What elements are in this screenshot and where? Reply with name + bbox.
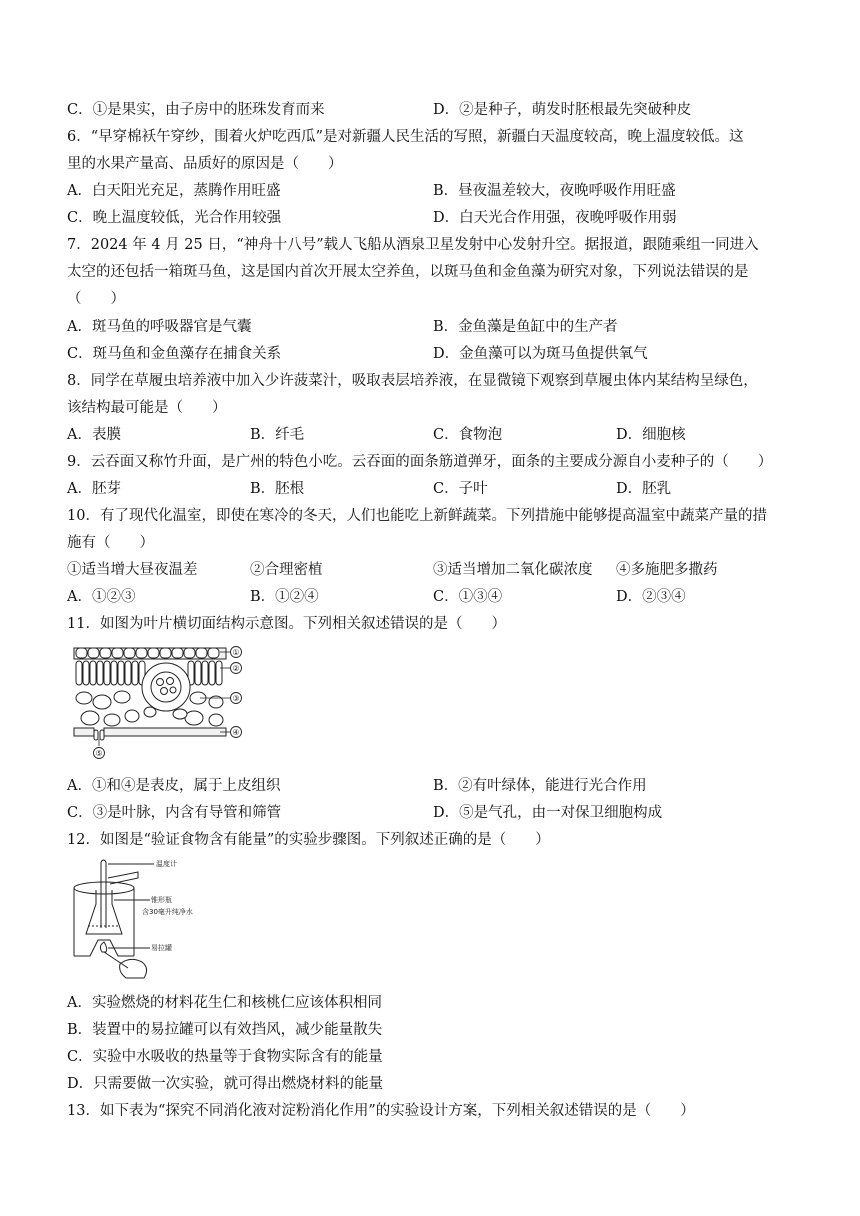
fig-label-thermometer: 温度计 — [156, 860, 177, 868]
q7-stem-line3: （ ） — [67, 291, 125, 307]
q6-stem-line2: 里的水果产量高、品质好的原因是（ ） — [67, 156, 343, 172]
q10-measure-4: ④多施肥多撒药 — [616, 562, 718, 578]
q11-stem-line1: 11．如图为叶片横切面结构示意图。下列相关叙述错误的是（ ） — [67, 616, 506, 632]
q6-stem-line1: 6．“早穿棉袄午穿纱，围着火炉吃西瓜”是对新疆人民生活的写照，新疆白天温度较高，晚上温度较低。这 — [67, 129, 744, 145]
q12-option-a: A．实验燃烧的材料花生仁和核桃仁应该体积相同 — [67, 995, 382, 1011]
q7-stem-line2: 太空的还包括一箱斑马鱼，这是国内首次开展太空养鱼，以斑马鱼和金鱼藻为研究对象，下列说法错误的是 — [67, 264, 749, 280]
q6-option-a: A．白天阳光充足，蒸腾作用旺盛 — [67, 183, 281, 199]
q8-option-c: C．食物泡 — [433, 427, 503, 443]
fig-label-can: 易拉罐 — [151, 944, 172, 952]
q8-stem-line1: 8．同学在草履虫培养液中加入少许菠菜汁，吸取表层培养液，在显微镜下观察到草履虫体内某结构呈绿色， — [67, 373, 758, 389]
q5-option-d: D．②是种子，萌发时胚根最先突破种皮 — [433, 102, 692, 118]
q12-option-b: B．装置中的易拉罐可以有效挡风，减少能量散失 — [67, 1022, 383, 1038]
q10-stem-line1: 10．有了现代化温室，即使在寒冷的冬天，人们也能吃上新鲜蔬菜。下列措施中能够提高温室中蔬菜产量的措 — [67, 508, 767, 524]
q7-stem-line1: 7．2024 年 4 月 25 日，“神舟十八号”载人飞船从酒泉卫星发射中心发射升空。据报道，跟随乘组一同进入 — [67, 237, 759, 253]
q11-option-b: B．②有叶绿体，能进行光合作用 — [433, 778, 647, 794]
q7-option-c: C．斑马鱼和金鱼藻存在捕食关系 — [67, 346, 282, 362]
fig-label-1: ① — [232, 648, 240, 657]
q10-option-c: C．①③④ — [433, 589, 503, 605]
q6-option-d: D．白天光合作用强，夜晚呼吸作用弱 — [433, 210, 677, 226]
q11-option-c: C．③是叶脉，内含有导管和筛管 — [67, 805, 282, 821]
q10-measure-2: ②合理密植 — [250, 562, 323, 578]
fig-label-water: 含30毫升纯净水 — [142, 908, 193, 916]
q9-option-c: C．子叶 — [433, 481, 488, 497]
fig-label-2: ② — [232, 664, 240, 673]
q8-option-b: B．纤毛 — [250, 427, 305, 443]
q5-option-c: C．①是果实，由子房中的胚珠发育而来 — [67, 102, 325, 118]
q9-option-b: B．胚根 — [250, 481, 305, 497]
q11-option-a: A．①和④是表皮，属于上皮组织 — [67, 778, 281, 794]
q8-option-a: A．表膜 — [67, 427, 121, 443]
q10-option-d: D．②③④ — [616, 589, 686, 605]
q7-option-d: D．金鱼藻可以为斑马鱼提供氧气 — [433, 346, 648, 362]
q6-option-c: C．晚上温度较低，光合作用较强 — [67, 210, 282, 226]
q12-option-d: D．只需要做一次实验，就可得出燃烧材料的能量 — [67, 1076, 384, 1092]
fig-label-5: ⑤ — [95, 749, 103, 758]
q7-option-a: A．斑马鱼的呼吸器官是气囊 — [67, 319, 252, 335]
food-energy-apparatus-figure — [68, 856, 193, 982]
q8-option-d: D．细胞核 — [616, 427, 686, 443]
q9-stem-line1: 9．云吞面又称竹升面，是广州的特色小吃。云吞面的面条筋道弹牙，面条的主要成分源自小麦种子的（ ） — [67, 454, 773, 470]
leaf-cross-section-figure — [70, 642, 255, 764]
q7-option-b: B．金鱼藻是鱼缸中的生产者 — [433, 319, 618, 335]
fig-label-3: ③ — [232, 694, 240, 703]
q10-measure-1: ①适当增大昼夜温差 — [67, 562, 198, 578]
q10-option-a: A．①②③ — [67, 589, 136, 605]
fig-label-4: ④ — [232, 728, 240, 737]
q10-stem-line2: 施有（ ） — [67, 535, 154, 551]
q9-option-a: A．胚芽 — [67, 481, 121, 497]
q11-option-d: D．⑤是气孔，由一对保卫细胞构成 — [433, 805, 663, 821]
q9-option-d: D．胚乳 — [616, 481, 672, 497]
q13-stem-line1: 13．如下表为“探究不同消化液对淀粉消化作用”的实验设计方案，下列相关叙述错误的是（ ） — [67, 1103, 695, 1119]
q8-stem-line2: 该结构最可能是（ ） — [67, 400, 227, 416]
q10-option-b: B．①②④ — [250, 589, 319, 605]
q12-option-c: C．实验中水吸收的热量等于食物实际含有的能量 — [67, 1049, 383, 1065]
q10-measure-3: ③适当增加二氧化碳浓度 — [433, 562, 593, 578]
q12-stem-line1: 12．如图是“验证食物含有能量”的实验步骤图。下列叙述正确的是（ ） — [67, 832, 550, 848]
fig-label-flask: 锥形瓶 — [151, 896, 172, 904]
q6-option-b: B．昼夜温差较大，夜晚呼吸作用旺盛 — [433, 183, 676, 199]
